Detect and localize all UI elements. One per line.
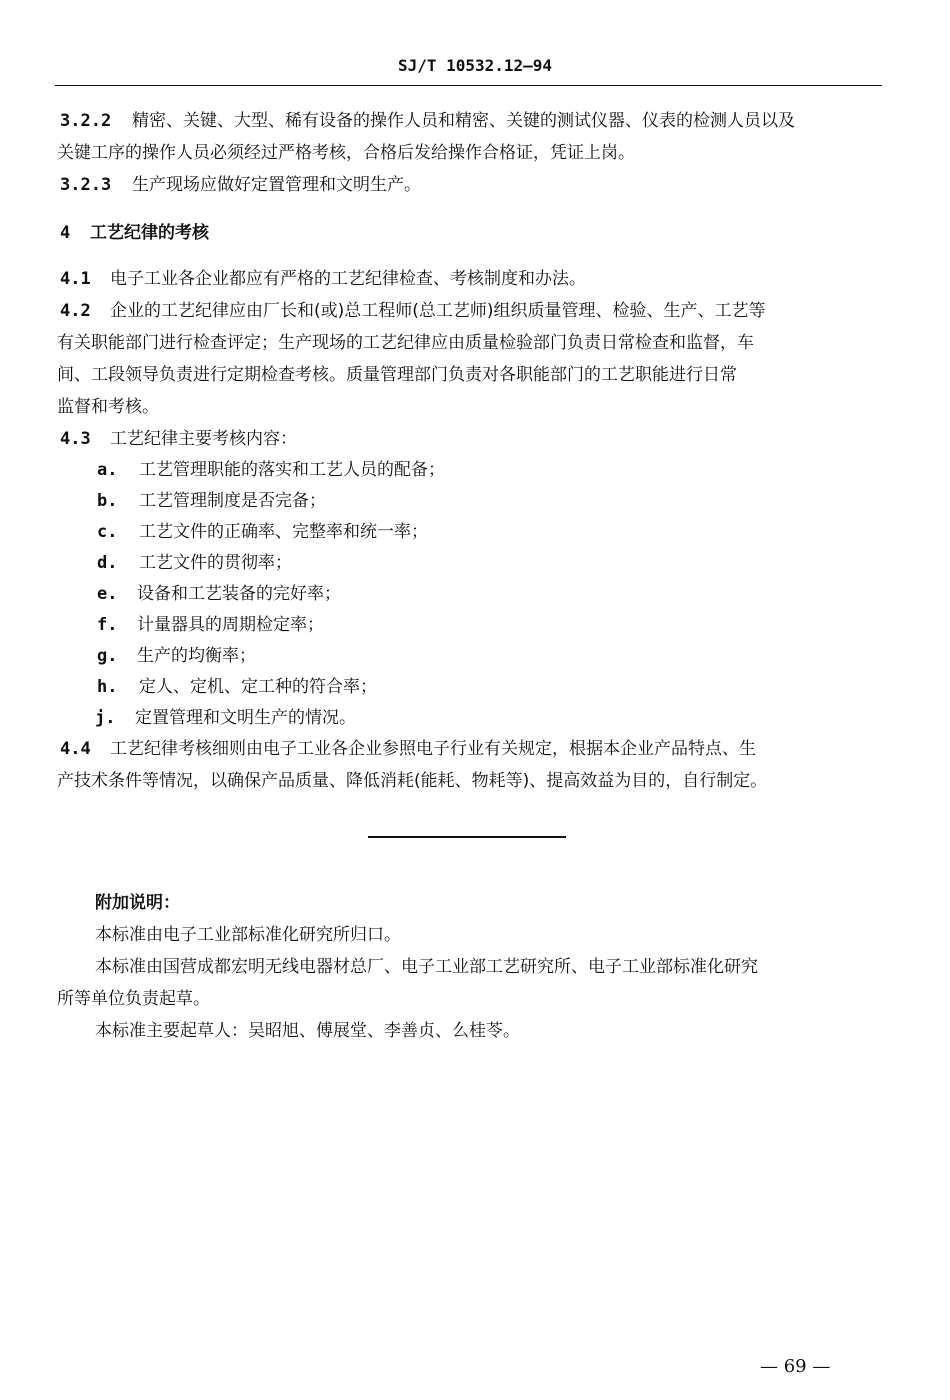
appendix-paragraph-2-line2: 所等单位负责起草。 [57,989,210,1009]
item-label: e. [97,584,118,604]
clause-number: 4.4 [60,739,91,759]
list-item-c [97,521,428,543]
clause-4-2-line4: 监督和考核。 [57,397,159,417]
clause-text: 工艺纪律主要考核内容： [110,429,297,449]
header-rule [55,85,882,86]
item-label: a. [97,460,118,480]
item-label: h. [97,677,118,697]
list-item-g [97,645,256,667]
clause-3-2-3 [60,174,421,196]
clause-number: 3.2.2 [60,111,112,131]
appendix-paragraph-1: 本标准由电子工业部标准化研究所归口。 [95,925,401,945]
list-item-a [97,459,445,481]
end-of-text-divider [368,836,566,838]
list-item-j [95,707,356,729]
clause-4-4-line2: 产技术条件等情况，以确保产品质量、降低消耗(能耗、物耗等)、提高效益为目的，自行制定。 [57,771,768,791]
section-4-heading [60,222,209,244]
item-label: j. [95,708,116,728]
clause-number: 4.3 [60,429,91,449]
item-text: 工艺文件的正确率、完整率和统一率； [139,522,428,542]
clause-number: 4.1 [60,269,91,289]
section-number: 4 [60,223,71,243]
clause-4-3 [60,428,297,450]
appendix-title: 附加说明： [95,893,180,913]
section-title: 工艺纪律的考核 [90,223,209,243]
clause-number: 4.2 [60,301,91,321]
item-label: g. [97,646,118,666]
clause-4-4-line1 [60,738,756,760]
item-label: b. [97,491,118,511]
list-item-e [97,583,341,605]
item-text: 工艺文件的贯彻率； [139,553,292,573]
item-text: 计量器具的周期检定率； [137,615,324,635]
clause-text: 生产现场应做好定置管理和文明生产。 [132,175,421,195]
clause-text: 企业的工艺纪律应由厂长和(或)总工程师(总工艺师)组织质量管理、检验、生产、工艺等 [110,301,766,321]
appendix-paragraph-3: 本标准主要起草人：吴昭旭、傅展堂、李善贞、么桂苓。 [95,1021,520,1041]
list-item-f [97,614,324,636]
page-number: — 69 — [760,1356,831,1377]
appendix-paragraph-2-line1: 本标准由国营成都宏明无线电器材总厂、电子工业部工艺研究所、电子工业部标准化研究 [95,957,758,977]
clause-number: 3.2.3 [60,175,112,195]
clause-text: 工艺纪律考核细则由电子工业各企业参照电子行业有关规定，根据本企业产品特点、生 [110,739,756,759]
clause-4-2-line2: 有关职能部门进行检查评定；生产现场的工艺纪律应由质量检验部门负责日常检查和监督，车 [57,333,754,353]
item-text: 生产的均衡率； [137,646,256,666]
clause-text: 精密、关键、大型、稀有设备的操作人员和精密、关键的测试仪器、仪表的检测人员以及 [132,111,795,131]
clause-4-2-line1 [60,300,766,322]
item-text: 定人、定机、定工种的符合率； [139,677,377,697]
clause-4-1 [60,268,586,290]
item-text: 设备和工艺装备的完好率； [137,584,341,604]
clause-3-2-2-line1 [60,110,795,132]
standard-code-header: SJ/T 10532.12—94 [397,56,553,75]
clause-3-2-2-line2: 关键工序的操作人员必须经过严格考核，合格后发给操作合格证，凭证上岗。 [57,143,635,163]
item-label: f. [97,615,118,635]
list-item-h [97,676,377,698]
list-item-d [97,552,292,574]
list-item-b [97,490,326,512]
item-label: d. [97,553,118,573]
clause-4-2-line3: 间、工段领导负责进行定期检查考核。质量管理部门负责对各职能部门的工艺职能进行日常 [57,365,737,385]
clause-text: 电子工业各企业都应有严格的工艺纪律检查、考核制度和办法。 [110,269,586,289]
item-text: 工艺管理职能的落实和工艺人员的配备； [139,460,445,480]
item-text: 工艺管理制度是否完备； [139,491,326,511]
item-label: c. [97,522,118,542]
item-text: 定置管理和文明生产的情况。 [135,708,356,728]
